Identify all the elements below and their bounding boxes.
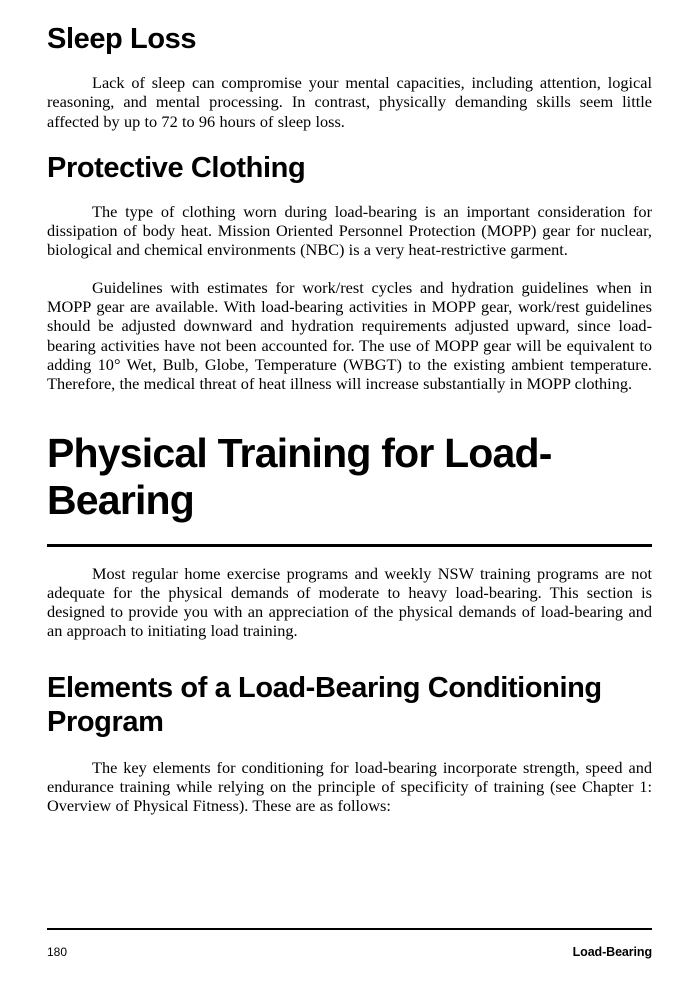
heading-physical-training: Physical Training for Load-Bearing	[47, 429, 552, 523]
paragraph-protective-clothing-2: Guidelines with estimates for work/rest cycles and hydration guidelines when in MOPP gear are available. With load-bearing activities in MOPP gear, work/rest guidelines should be adjusted downward and hydration requirements adjusted upward, since load-bearing activities have not been accounted for. The use of MOPP gear will be equivalent to adding 10° Wet, Bulb, Globe, Temperature (WBGT) to the existing ambient temperature. Therefore, the medical threat of heat illness will increase substantially in MOPP clothing.	[47, 277, 652, 394]
spacer	[47, 185, 652, 202]
footer-divider-rule	[47, 928, 652, 930]
footer-row	[47, 945, 652, 959]
spacer-top	[47, 0, 652, 22]
running-head: Load-Bearing	[572, 945, 652, 959]
heading-elements: Elements of a Load-Bearing Conditioning Program	[47, 671, 602, 738]
page-content	[47, 0, 652, 816]
paragraph-sleep-loss: Lack of sleep can compromise your mental capacities, including attention, logical reasoning, and mental processing. In contrast, physically demanding skills seem little affected by up to 72 to 96 hours of sleep loss.	[47, 73, 652, 131]
spacer	[47, 56, 652, 73]
spacer	[47, 641, 652, 671]
heading-protective-clothing: Protective Clothing	[47, 151, 306, 184]
heading-sleep-loss: Sleep Loss	[47, 23, 197, 55]
spacer	[47, 131, 652, 151]
spacer	[47, 524, 652, 544]
spacer	[47, 739, 652, 758]
paragraph-physical-training: Most regular home exercise programs and weekly NSW training programs are not adequate for the physical demands of moderate to heavy load-bearing. This section is designed to provide you with an appreciation of the physical demands of load-bearing and an approach to initiating load training.	[47, 563, 652, 641]
page-footer	[47, 928, 652, 959]
spacer	[47, 394, 652, 430]
spacer	[47, 260, 652, 278]
paragraph-elements: The key elements for conditioning for load-bearing incorporate strength, speed and endurance training while relying on the principle of specificity of training (see Chapter 1: Overview of Physical Fitness). These are as follows:	[47, 757, 652, 816]
spacer	[47, 547, 652, 564]
paragraph-protective-clothing-1: The type of clothing worn during load-bearing is an important consideration for dissipation of body heat. Mission Oriented Personnel Protection (MOPP) gear for nuclear, biological and chemical environments (NBC) is a very heat-restrictive garment.	[47, 201, 652, 260]
page-number: 180	[47, 945, 68, 959]
